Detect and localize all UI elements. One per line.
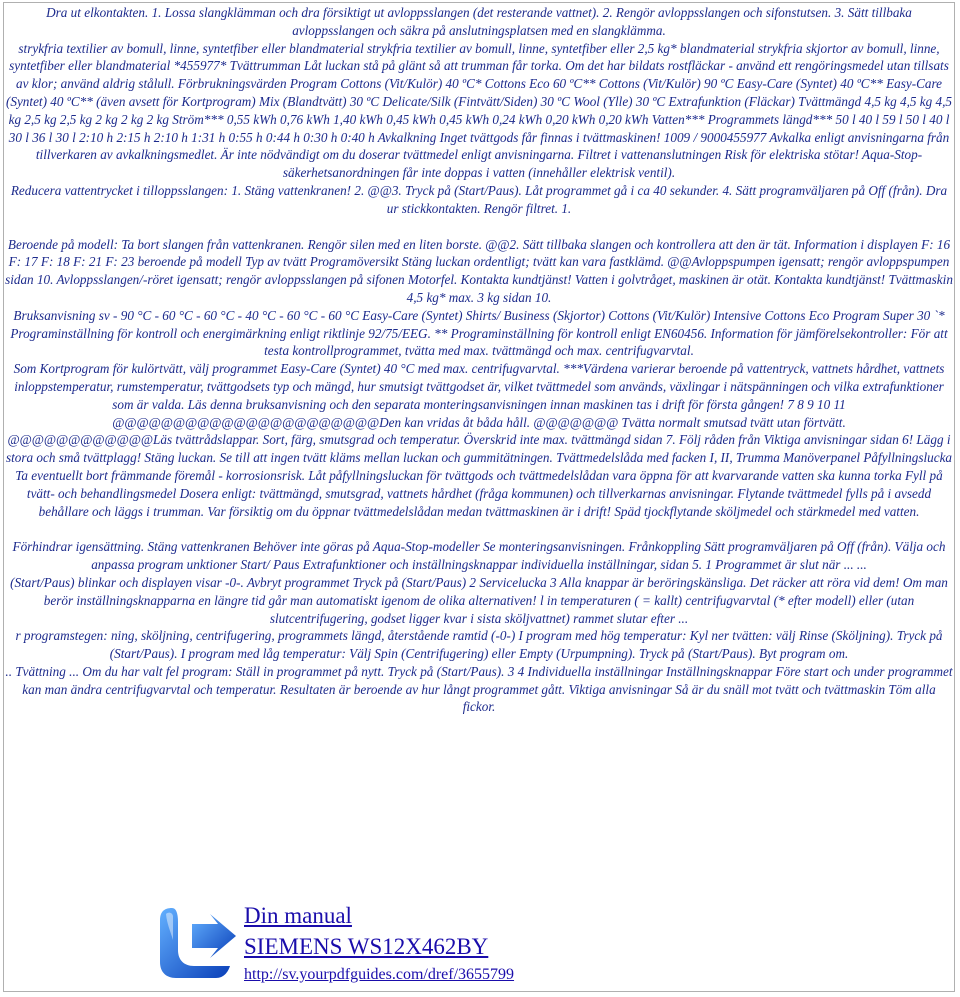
- model-link[interactable]: SIEMENS WS12X462BY: [244, 934, 489, 959]
- paragraph: Förhindrar igensättning. Stäng vattenkranen Behöver inte göras på Aqua-Stop-modeller Se monteringsanvisningen. Frånkoppling Sätt programväljaren på Off (från). Välja och anpassa program unktioner Start/ Paus Extrafunktioner och inställningsknappar individuella inställningar, sidan 5. 1 Programmet är slut när ... ...: [12, 539, 946, 573]
- paragraph: (Start/Paus) blinkar och displayen visar -0-. Avbryt programmet Tryck på (Start/Paus) 2 Servicelucka 3 Alla knappar är beröringskänsliga. Det räcker att röra vid dem! Om man berör inställningsknapparna en längre tid går man automatiskt igenom de olika alternativen! l in temperaturen ( = kallt) centrifugvarvtal (* efter modell) eller (utan slutcentrifugering, godset ligger kvar i sista sköljvattnet) rammet slutar efter ...: [10, 574, 948, 626]
- paragraph: Som Kortprogram för kulörtvätt, välj programmet Easy-Care (Syntet) 40 °C med max. centrifugvarvtal. ***Värdena varierar beroende på vattentryck, vattnets hårdhet, vattnets inloppstemperatur, rumstemperatur, tvättgodsets typ och mängd, hur smutsigt tvättgodset är, vilket tvättmedel som används, växlingar i nätspänningen och vilka extrafunktioner som är valda. Läs denna bruksanvisning och den separata monteringsanvisningen innan maskinen tas i drift för första gången! 7 8 9 10 11 @@@@@@@@@@@@@@@@@@@@@@Den kan vridas åt båda håll. @@@@@@@ Tvätta normalt smutsad tvätt utan förtvätt.: [13, 361, 945, 430]
- url-link[interactable]: http://sv.yourpdfguides.com/dref/3655799: [244, 966, 515, 983]
- paragraph: Beroende på modell: Ta bort slangen från vattenkranen. Rengör silen med en liten borste. @@2. Sätt tillbaka slangen och kontrollera att den är tät. Information i displayen F: 16 F: 17 F: 18 F: 21 F: 23 beroende på modell Typ av tvätt Programöversikt Stäng luckan ordentligt; tvätt kan vara fastklämd. @@Avloppspumpen igensatt; rengör avloppspumpen sidan 10. Avloppsslangen/-röret igensatt; rengör avloppsslangen på sifonen Motorfel. Kontakta kundtjänst! Vatten i golvtråget, maskinen är otät. Kontakta kundtjänst! Tvättmaskin 4,5 kg* max. 3 kg sidan 10.: [5, 236, 953, 305]
- paragraph: r programstegen: ning, sköljning, centrifugering, programmets längd, återstående ramtid (-0-) I program med hög temperatur: Kyl ner tvätten: välj Rinse (Sköljning). Tryck på (Start/Paus). I program med låg temperatur: Välj Spin (Centrifugering) eller Empty (Urpumpning). Tryck på (Start/Paus). Byt program om.: [15, 628, 943, 662]
- blue-arrow-icon: [158, 900, 238, 980]
- paragraph: Bruksanvisning sv - 90 °C - 60 °C - 60 °C - 40 °C - 60 °C - 60 °C Easy-Care (Syntet) Shirts/ Business (Skjortor) Cottons (Vit/Kulör) Intensive Cottons Eco Program Super 30 `* Programinställning för kontroll och energimärkning enligt riktlinje 92/75/EEG. ** Programinställning för kontroll enligt EN60456. Information för jämförelsekontroller: För att testa kontrollprogrammet, tvätta med max. tvättmängd och max. centrifugvarvtal.: [10, 307, 948, 359]
- paragraph: .. Tvättning ... Om du har valt fel program: Ställ in programmet på nytt. Tryck på (Start/Paus). 3 4 Individuella inställningar Inställningsknappar Före start och under programmet kan man ändra centrifugvarvtal och temperatur. Resultaten är beroende av hur långt programmet gått. Viktiga anvisningar Så är du snäll mot tvätt och tvättmaskin Töm alla fickor.: [5, 663, 953, 715]
- footer-links: [244, 900, 514, 988]
- paragraph: @@@@@@@@@@@@Läs tvättrådslappar. Sort, färg, smutsgrad och temperatur. Överskrid inte max. tvättmängd sidan 7. Följ råden från Viktiga anvisningar sidan 6! Lägg i stora och små tvättplagg! Stäng luckan. Se till att ingen tvätt kläms mellan luckan och gummitätningen. Tvättmedelslåda med facken I, II, Trumma Manöverpanel Påfyllningslucka Ta eventuellt bort främmande föremål - korrosionsrisk. Låt påfyllningsluckan för tvättgods och tvättmedelslådan vara öppna för att kvarvarande vatten ska kunna torka Fyll på tvätt- och behandlingsmedel Dosera enligt: tvättmängd, smutsgrad, vattnets hårdhet (fråga kommunen) och tillverkarnas anvisningar. Flytande tvättmedel fylls på i avsedd behållare och läggs i trumman. Var försiktig om du öppnar tvättmedelslådan medan tvättmaskinen är i drift! Späd tjockflytande sköljmedel och stärkmedel med vatten.: [5, 432, 953, 519]
- paragraph: strykfria textilier av bomull, linne, syntetfiber eller blandmaterial strykfria textilier av bomull, linne, syntetfiber eller 2,5 kg* blandmaterial strykfria skjortor av bomull, linne, syntetfiber eller blandmaterial *455977* Tvättrumman Låt luckan stå på glänt så att trumman får torka. Om det har bildats rostfläckar - använd ett rengöringsmedel utan tillsats av klor; använd aldrig stålull. Förbrukningsvärden Program Cottons (Vit/Kulör) 40 ºC* Cottons Eco 60 ºC** Cottons (Vit/Kulör) 90 ºC Easy-Care (Syntet) 40 ºC** Easy-Care (Syntet) 40 ºC** (även avsett för Kortprogram) Mix (Blandtvätt) 30 ºC Delicate/Silk (Fintvätt/Siden) 30 ºC Wool (Ylle) 30 ºC Extrafunktion (Fläckar) Tvättmängd 4,5 kg 4,5 kg 4,5 kg 2,5 kg 2,5 kg 2 kg 2 kg 2 kg Ström*** 0,55 kWh 0,76 kWh 1,40 kWh 0,45 kWh 0,45 kWh 0,24 kWh 0,20 kWh 0,20 kWh Vatten*** Programmets längd*** 50 l 40 l 59 l 50 l 40 l 30 l 36 l 30 l 2:10 h 2:15 h 2:10 h 1:31 h 0:55 h 0:44 h 0:30 h 0:40 h Avkalkning Inget tvättgods får finnas i tvättmaskinen! 1009 / 9000455977 Avkalka enligt anvisningarna från tillverkaren av avkalkningsmedlet. Är inte nödvändigt om du doserar tvättmedel enligt anvisningarna. Filtret i vattenanslutningen Risk för elektriska stötar! Aqua-Stop-säkerhetsanordningen får inte doppas i vatten (innehåller elektrisk ventil).: [5, 40, 953, 181]
- manual-link[interactable]: Din manual: [244, 903, 352, 928]
- paragraph: Dra ut elkontakten. 1. Lossa slangklämman och dra försiktigt ut avloppsslangen (det resterande vattnet). 2. Rengör avloppsslangen och sifonstutsen. 3. Sätt tillbaka avloppsslangen och säkra på anslutningsplatsen med en slangklämma.: [46, 5, 912, 38]
- document-body: [5, 4, 953, 716]
- footer: [158, 898, 578, 990]
- paragraph: Reducera vattentrycket i tilloppsslangen: 1. Stäng vattenkranen! 2. @@3. Tryck på (Start/Paus). Låt programmet gå i ca 40 sekunder. 4. Sätt programväljaren på Off (från). Dra ur stickkontakten. Rengör filtret. 1.: [10, 182, 948, 216]
